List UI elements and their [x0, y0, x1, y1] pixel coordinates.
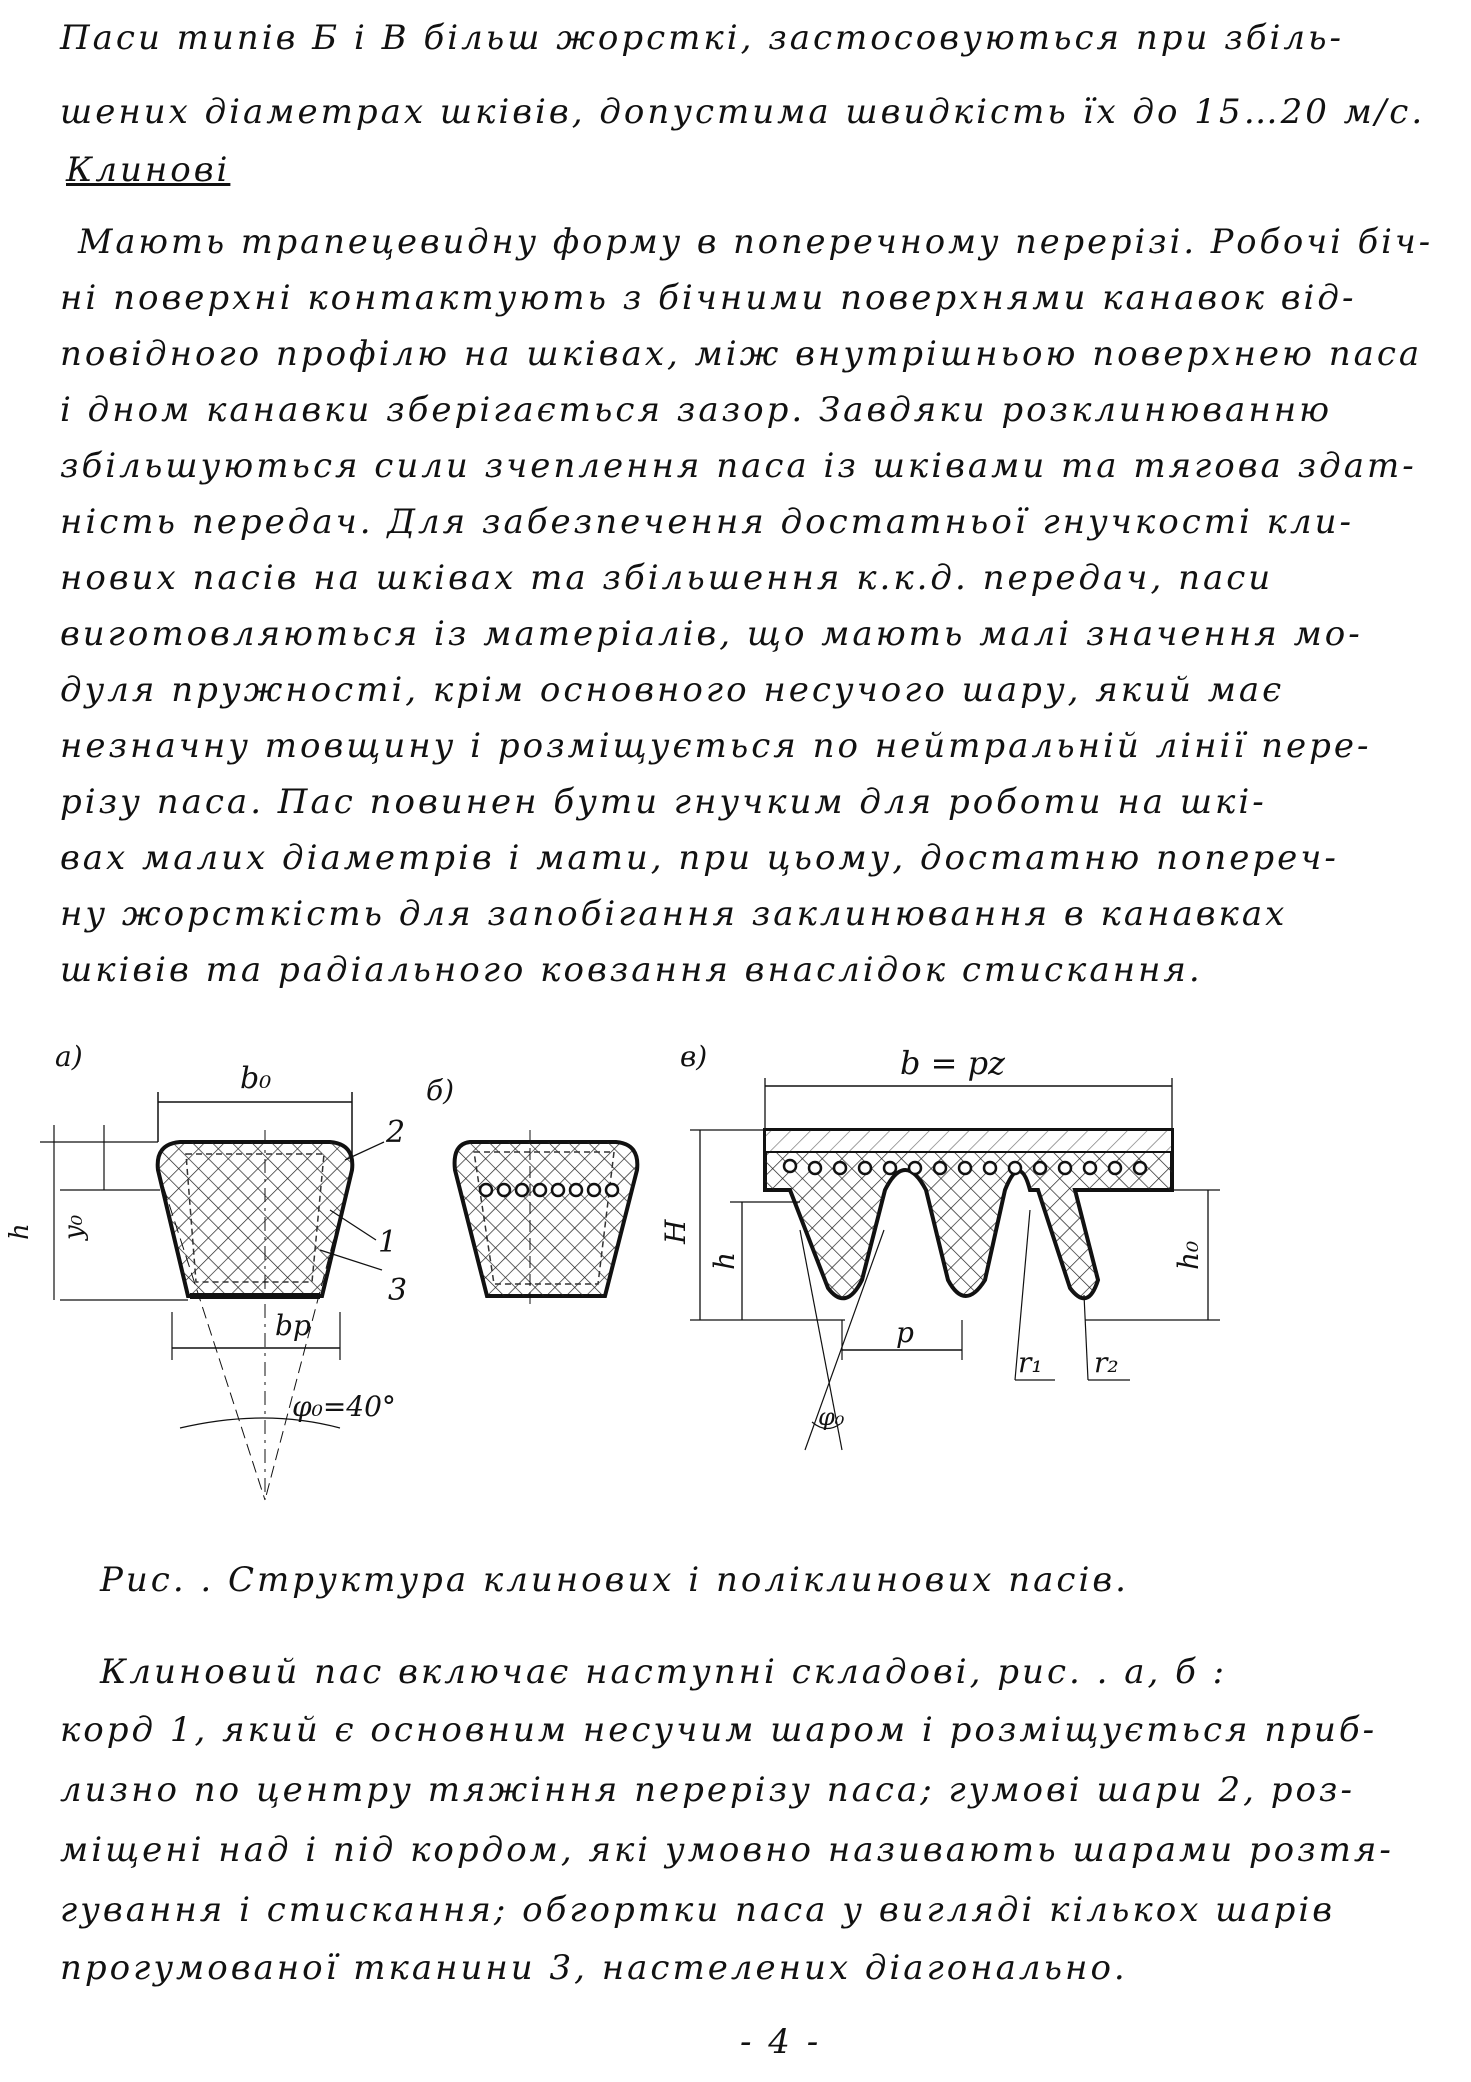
paragraph-line: ну жорсткість для запобігання заклинювання в канавках — [60, 894, 1288, 934]
paragraph-line: і дном канавки зберігається зазор. Завдяки розклинюванню — [60, 390, 1333, 430]
paragraph-line: ність передач. Для забезпечення достатньої гнучкості кли- — [60, 502, 1354, 542]
callout-2: 2 — [386, 1115, 406, 1150]
dim-h-label-c: h — [708, 1251, 741, 1270]
section-heading: Клинові — [66, 150, 231, 190]
paragraph-line: шківів та радіального ковзання внаслідок стискання. — [60, 950, 1203, 990]
figure-drawing — [0, 1030, 1471, 1590]
dim-p-label: p — [896, 1316, 914, 1349]
intro-line-2: шених діаметрах шківів, допустима швидкість їх до 15…20 м/с. — [60, 92, 1426, 132]
paragraph-line: ні поверхні контактують з бічними поверхнями канавок від- — [60, 278, 1357, 318]
intro-line-1: Паси типів Б і В більш жорсткі, застосовуються при збіль- — [60, 18, 1345, 58]
panel-c-label: в) — [680, 1040, 708, 1073]
lower-line: лизно по центру тяжіння перерізу паса; гумові шари 2, роз- — [60, 1770, 1355, 1810]
callout-3: 3 — [388, 1273, 408, 1308]
page-number: - 4 - — [740, 2022, 822, 2062]
panel-b-label: б) — [426, 1074, 455, 1107]
panel-a-label: а) — [55, 1040, 83, 1073]
angle-phi0-c-label: φ₀ — [818, 1403, 845, 1431]
angle-phi0-label: φ₀=40° — [292, 1390, 396, 1423]
dim-H-label: H — [659, 1219, 692, 1244]
lower-line: міщені над і під кордом, які умовно називають шарами розтя- — [60, 1830, 1394, 1870]
paragraph-line: Мають трапецевидну форму в поперечному перерізі. Робочі біч- — [78, 222, 1434, 261]
dim-y0-label: y₀ — [59, 1214, 89, 1240]
paragraph-line: різу паса. Пас повинен бути гнучким для роботи на шкі- — [60, 782, 1267, 822]
lower-line: корд 1, який є основним несучим шаром і розміщується приб- — [60, 1710, 1378, 1750]
figure-belt-structures — [0, 1030, 1471, 1590]
r1-label: r₁ — [1018, 1346, 1043, 1379]
r2-label: r₂ — [1094, 1346, 1119, 1379]
lower-line: Клиновий пас включає наступні складові, рис. . а, б : — [100, 1652, 1228, 1692]
paragraph-line: виготовляються із матеріалів, що мають малі значення мо- — [60, 614, 1363, 654]
panel-c-poly-v-belt — [765, 1130, 1172, 1298]
panel-a-belt-section — [158, 1142, 353, 1296]
paragraph-line: нових пасів на шківах та збільшення к.к.д. передач, паси — [60, 558, 1274, 598]
callout-1: 1 — [378, 1225, 398, 1260]
dim-b0-label: b₀ — [240, 1061, 272, 1096]
panel-b-belt-section — [455, 1130, 638, 1310]
paragraph-line: вах малих діаметрів і мати, при цьому, достатню попереч- — [60, 838, 1339, 878]
dim-h0-label: h₀ — [1172, 1240, 1205, 1270]
dim-h-label: h — [5, 1223, 35, 1240]
figure-caption: Рис. . Структура клинових і полiклинових пасів. — [100, 1560, 1129, 1600]
paragraph-line: повідного профілю на шківах, між внутрішньою поверхнею паса — [60, 334, 1423, 374]
dim-b-pz-label: b = pz — [900, 1044, 1005, 1082]
paragraph-line: збільшуються сили зчеплення паса із шківами та тягова здат- — [60, 446, 1417, 486]
callout-line — [1084, 1295, 1088, 1380]
dim-bp-label: bр — [275, 1309, 311, 1342]
paragraph-line: дуля пружності, крім основного несучого шару, який має — [60, 670, 1285, 710]
lower-line: гування і стискання; обгортки паса у вигляді кількох шарів — [60, 1890, 1336, 1930]
lower-line: прогумованої тканини 3, настелених діагонально. — [60, 1948, 1128, 1988]
paragraph-line: незначну товщину і розміщується по нейтральній лінії пере- — [60, 726, 1372, 766]
